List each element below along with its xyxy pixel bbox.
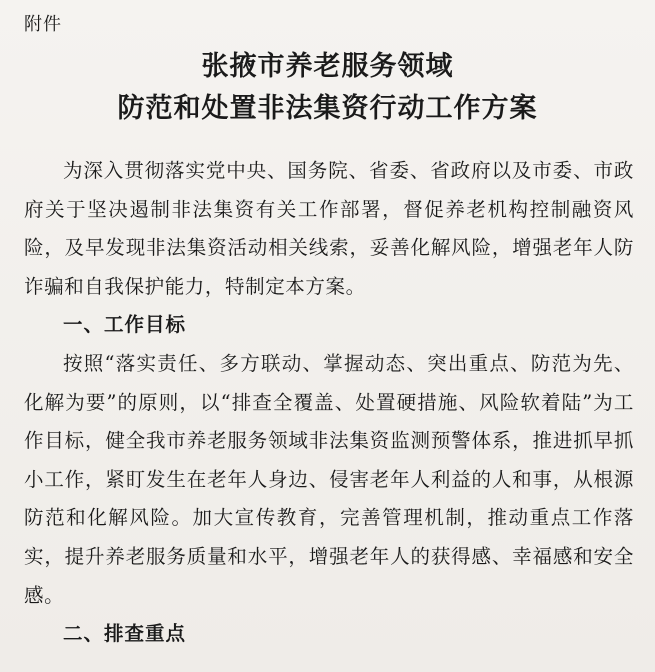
- document-body: [24, 152, 634, 654]
- document-title-line-1: 张掖市养老服务领域: [201, 51, 454, 82]
- section-heading-goals: 一、工作目标: [63, 313, 187, 337]
- section-paragraph-goals: 按照“落实责任、多方联动、掌握动态、突出重点、防范为先、化解为要”的原则，以“排查全覆盖、处置硬措施、风险软着陆”为工作目标，健全我市养老服务领域非法集资监测预警体系，推进抓早抓小工作，紧盯发生在老年人身边、侵害老年人利益的人和事，从根源防范和化解风险。加大宣传教育，完善管理机制，推动重点工作落实，提升养老服务质量和水平，增强老年人的获得感、幸福感和安全感。: [24, 351, 634, 607]
- intro-paragraph: 为深入贯彻落实党中央、国务院、省委、省政府以及市委、市政府关于坚决遏制非法集资有关工作部署，督促养老机构控制融资风险，及早发现非法集资活动相关线索，妥善化解风险，增强老年人防诈骗和自我保护能力，特制定本方案。: [24, 159, 634, 298]
- attachment-label: 附件: [24, 14, 62, 35]
- document-title-line-2: 防范和处置非法集资行动工作方案: [117, 93, 538, 124]
- section-heading-inspection: 二、排查重点: [63, 622, 187, 646]
